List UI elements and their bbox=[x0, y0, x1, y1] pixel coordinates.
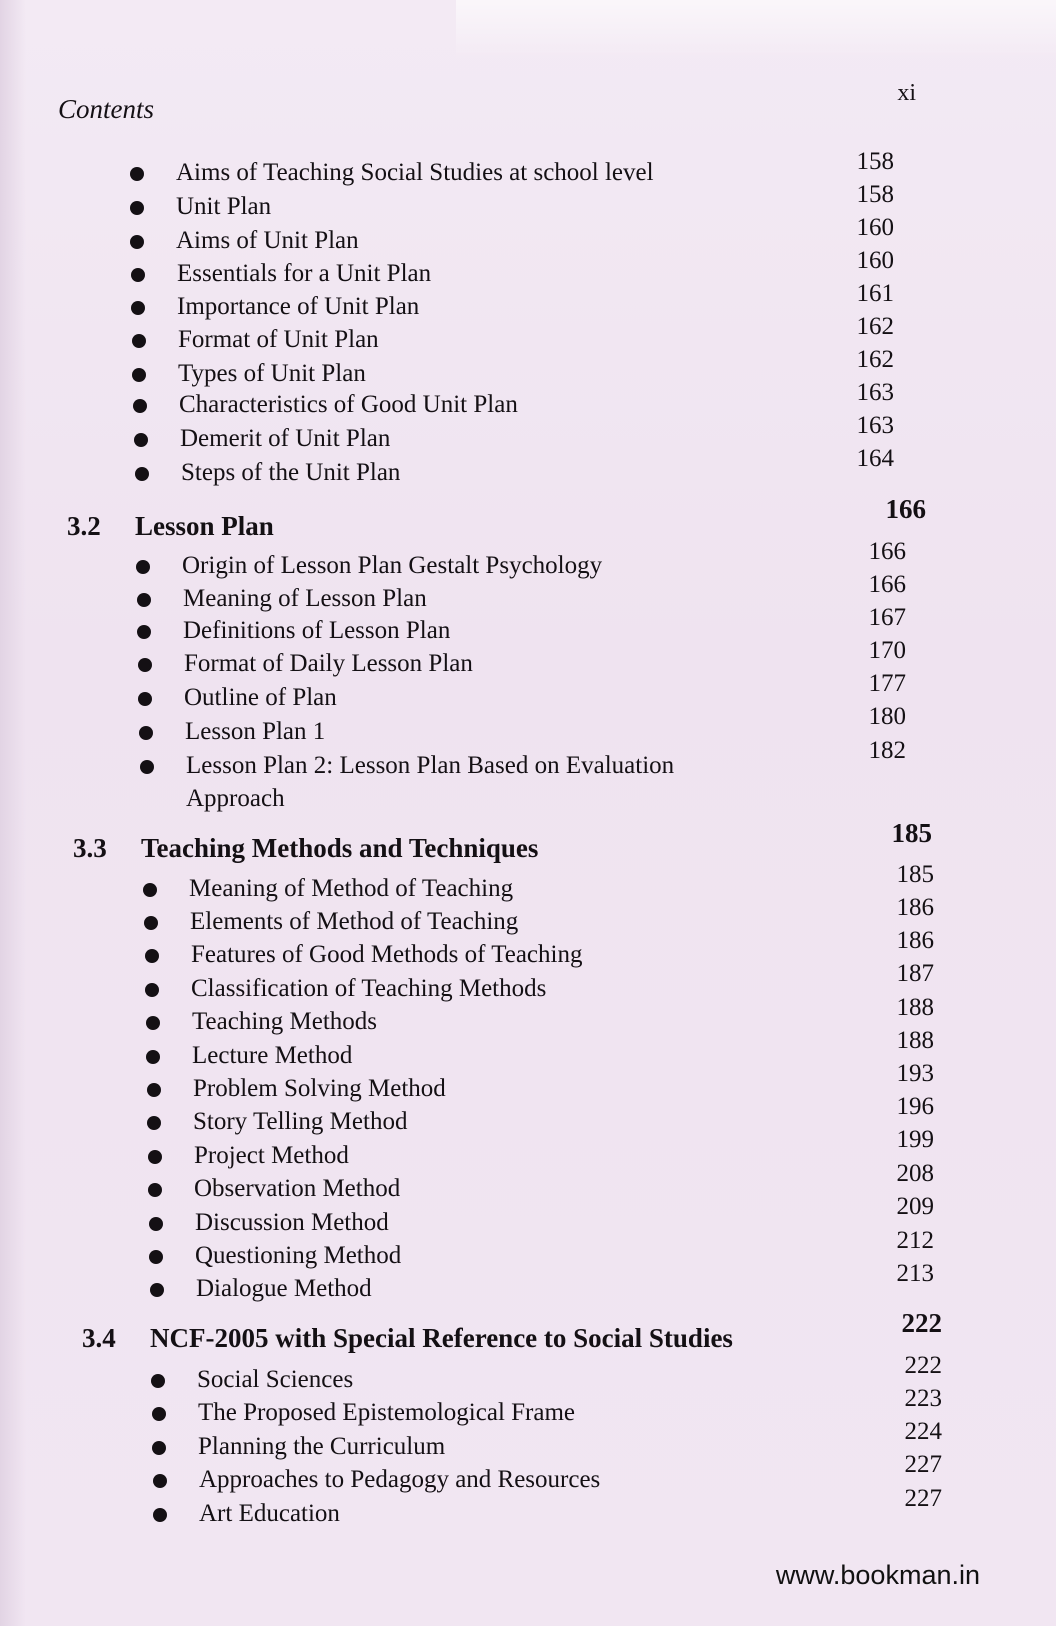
toc-item: Outline of Plan bbox=[138, 683, 337, 713]
toc-item: The Proposed Epistemological Frame bbox=[152, 1398, 575, 1428]
bullet-icon bbox=[148, 1150, 162, 1164]
toc-page: 164 bbox=[856, 445, 894, 472]
section-heading: 3.4 NCF-2005 with Special Reference to Social Studies bbox=[82, 1323, 733, 1353]
bullet-icon bbox=[140, 760, 154, 774]
toc-page: 188 bbox=[896, 1027, 934, 1054]
page-number: xi bbox=[897, 80, 916, 106]
toc-item: Art Education bbox=[153, 1499, 340, 1529]
bullet-icon bbox=[132, 334, 146, 348]
toc-item: Meaning of Method of Teaching bbox=[143, 874, 513, 904]
toc-item: Lecture Method bbox=[146, 1041, 352, 1071]
toc-page: 193 bbox=[896, 1060, 934, 1087]
toc-item: Social Sciences bbox=[151, 1365, 353, 1395]
toc-page: 160 bbox=[856, 247, 894, 274]
bullet-icon bbox=[135, 467, 149, 481]
bullet-icon bbox=[145, 983, 159, 997]
toc-page: 208 bbox=[896, 1160, 934, 1187]
toc-item: Meaning of Lesson Plan bbox=[137, 584, 427, 614]
toc-item: Problem Solving Method bbox=[147, 1074, 446, 1104]
toc-page: 158 bbox=[856, 148, 894, 175]
toc-page: 166 bbox=[868, 538, 906, 565]
toc-item: Characteristics of Good Unit Plan bbox=[133, 390, 518, 420]
bullet-icon bbox=[131, 301, 145, 315]
toc-item: Lesson Plan 1 bbox=[139, 717, 325, 747]
toc-item: Story Telling Method bbox=[147, 1107, 407, 1137]
bullet-icon bbox=[139, 726, 153, 740]
bullet-icon bbox=[134, 433, 148, 447]
bullet-icon bbox=[130, 167, 144, 181]
toc-item-continued: Approach bbox=[186, 785, 285, 812]
toc-item: Elements of Method of Teaching bbox=[144, 907, 518, 937]
toc-item: Observation Method bbox=[148, 1174, 400, 1204]
toc-item: Format of Daily Lesson Plan bbox=[138, 649, 473, 679]
bullet-icon bbox=[147, 1116, 161, 1130]
toc-page: 188 bbox=[896, 994, 934, 1021]
toc-page: 186 bbox=[896, 894, 934, 921]
toc-item: Dialogue Method bbox=[150, 1274, 372, 1304]
toc-page: 161 bbox=[856, 280, 894, 307]
toc-item: Aims of Unit Plan bbox=[130, 226, 359, 256]
toc-page: 163 bbox=[856, 412, 894, 439]
toc-page: 212 bbox=[896, 1227, 934, 1254]
toc-page: 162 bbox=[856, 313, 894, 340]
bullet-icon bbox=[138, 658, 152, 672]
bullet-icon bbox=[130, 235, 144, 249]
toc-item: Discussion Method bbox=[149, 1208, 389, 1238]
toc-item: Approaches to Pedagogy and Resources bbox=[153, 1465, 600, 1495]
page-gutter-shadow bbox=[0, 0, 26, 1626]
bullet-icon bbox=[143, 883, 157, 897]
bullet-icon bbox=[149, 1250, 163, 1264]
section-page: 185 bbox=[891, 818, 932, 848]
bullet-icon bbox=[138, 692, 152, 706]
bullet-icon bbox=[153, 1474, 167, 1488]
toc-item: Unit Plan bbox=[130, 192, 271, 222]
bullet-icon bbox=[150, 1283, 164, 1297]
bullet-icon bbox=[144, 916, 158, 930]
bullet-icon bbox=[146, 1016, 160, 1030]
bullet-icon bbox=[152, 1441, 166, 1455]
section-page: 166 bbox=[885, 494, 926, 524]
toc-page: 222 bbox=[904, 1352, 942, 1379]
toc-item: Project Method bbox=[148, 1141, 349, 1171]
running-header-title: Contents bbox=[58, 94, 155, 124]
bullet-icon bbox=[145, 949, 159, 963]
toc-item: Importance of Unit Plan bbox=[131, 292, 419, 322]
toc-item: Features of Good Methods of Teaching bbox=[145, 940, 582, 970]
toc-item: Teaching Methods bbox=[146, 1007, 377, 1037]
section-heading: 3.3 Teaching Methods and Techniques bbox=[73, 833, 539, 863]
toc-item: Format of Unit Plan bbox=[132, 325, 379, 355]
toc-page: 167 bbox=[868, 604, 906, 631]
bullet-icon bbox=[146, 1050, 160, 1064]
bullet-icon bbox=[153, 1508, 167, 1522]
toc-page: 213 bbox=[896, 1260, 934, 1287]
bullet-icon bbox=[136, 560, 150, 574]
toc-page: 187 bbox=[896, 960, 934, 987]
toc-page: 223 bbox=[904, 1385, 942, 1412]
toc-page: 186 bbox=[896, 927, 934, 954]
bullet-icon bbox=[149, 1217, 163, 1231]
bullet-icon bbox=[137, 593, 151, 607]
toc-page: 196 bbox=[896, 1093, 934, 1120]
toc-page: 182 bbox=[868, 737, 906, 764]
toc-item: Definitions of Lesson Plan bbox=[137, 616, 450, 646]
toc-page: 185 bbox=[896, 861, 934, 888]
toc-item: Demerit of Unit Plan bbox=[134, 424, 390, 454]
section-page: 222 bbox=[901, 1308, 942, 1338]
bullet-icon bbox=[133, 399, 147, 413]
toc-item: Classification of Teaching Methods bbox=[145, 974, 546, 1004]
toc-page: 227 bbox=[904, 1451, 942, 1478]
toc-item: Essentials for a Unit Plan bbox=[131, 259, 431, 289]
toc-page: 177 bbox=[868, 670, 906, 697]
bullet-icon bbox=[152, 1407, 166, 1421]
publisher-website: www.bookman.in bbox=[775, 1560, 980, 1590]
toc-page: 227 bbox=[904, 1485, 942, 1512]
toc-page: 160 bbox=[856, 214, 894, 241]
toc-page: 224 bbox=[904, 1418, 942, 1445]
toc-page: 163 bbox=[856, 379, 894, 406]
bullet-icon bbox=[130, 201, 144, 215]
bullet-icon bbox=[137, 625, 151, 639]
toc-page: 199 bbox=[896, 1126, 934, 1153]
bullet-icon bbox=[148, 1183, 162, 1197]
toc-page: 180 bbox=[868, 703, 906, 730]
toc-item: Lesson Plan 2: Lesson Plan Based on Evaluation bbox=[140, 751, 674, 781]
toc-page: 209 bbox=[896, 1193, 934, 1220]
toc-page: 166 bbox=[868, 571, 906, 598]
bullet-icon bbox=[131, 268, 145, 282]
page-glare bbox=[456, 0, 1056, 60]
toc-page: 158 bbox=[856, 181, 894, 208]
toc-page: 162 bbox=[856, 346, 894, 373]
toc-item: Types of Unit Plan bbox=[132, 359, 366, 389]
section-heading: 3.2 Lesson Plan bbox=[67, 511, 274, 541]
toc-item: Aims of Teaching Social Studies at school level bbox=[130, 158, 654, 188]
toc-item: Origin of Lesson Plan Gestalt Psychology bbox=[136, 551, 602, 581]
toc-page: 170 bbox=[868, 637, 906, 664]
toc-item: Steps of the Unit Plan bbox=[135, 458, 400, 488]
toc-item: Questioning Method bbox=[149, 1241, 401, 1271]
bullet-icon bbox=[132, 368, 146, 382]
bullet-icon bbox=[151, 1374, 165, 1388]
bullet-icon bbox=[147, 1083, 161, 1097]
toc-item: Planning the Curriculum bbox=[152, 1432, 445, 1462]
